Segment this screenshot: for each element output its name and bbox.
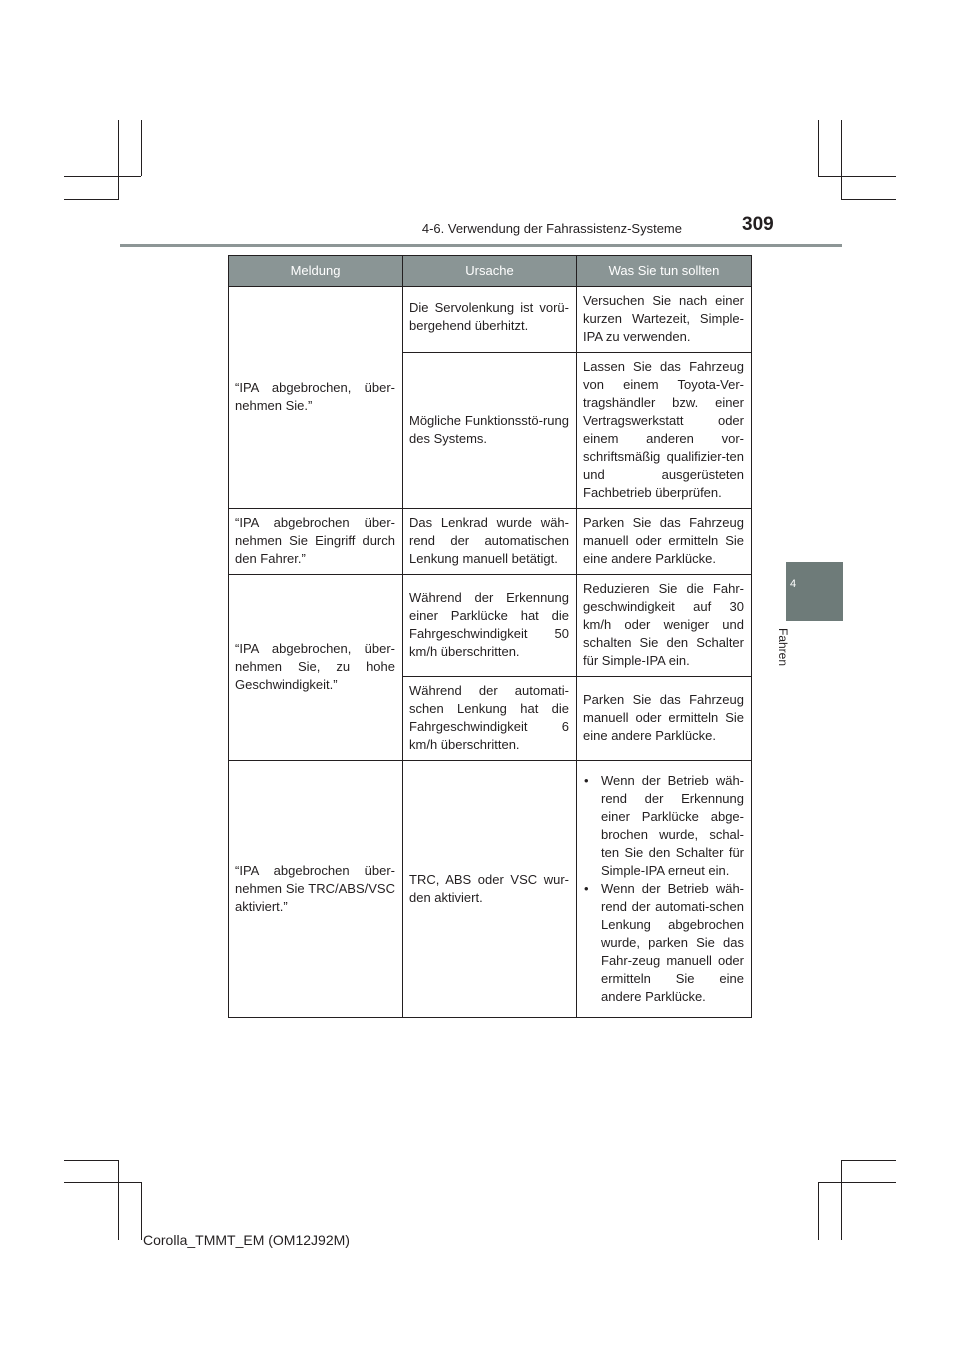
action-cell: Versuchen Sie nach einer kurzen Wartezeit, Simple-IPA zu verwenden.	[577, 287, 752, 353]
crop-mark	[841, 1160, 896, 1161]
message-cell: “IPA abgebrochen, über-nehmen Sie.”	[229, 287, 403, 509]
table-header-row	[229, 256, 752, 287]
crop-mark	[141, 1182, 142, 1240]
crop-mark	[818, 120, 819, 176]
chapter-number: 4	[790, 578, 797, 590]
column-header-cause: Ursache	[403, 256, 577, 287]
chapter-label-container	[776, 628, 803, 674]
list-item: • Wenn der Betrieb wäh-rend der Erkennung einer Parklücke abge-brochen wurde, schal-ten Sie den Schalter für Simple-IPA erneut ein.	[583, 772, 744, 880]
page-number: 309	[742, 214, 774, 235]
message-cell: “IPA abgebrochen über-nehmen Sie TRC/ABS/VSC aktiviert.”	[229, 761, 403, 1018]
action-cell: Reduzieren Sie die Fahr-geschwindigkeit auf 30 km/h oder weniger und schalten Sie den Schalter für Simple-IPA ein.	[577, 575, 752, 677]
crop-mark	[118, 1160, 119, 1240]
column-header-action: Was Sie tun sollten	[577, 256, 752, 287]
table-row	[229, 761, 752, 1018]
message-cell: “IPA abgebrochen, über-nehmen Sie, zu hohe Geschwindigkeit.”	[229, 575, 403, 761]
crop-mark	[118, 120, 119, 200]
cause-cell: Das Lenkrad wurde wäh-rend der automatischen Lenkung manuell betätigt.	[403, 509, 577, 575]
chapter-tab	[786, 562, 843, 621]
list-item: • Wenn der Betrieb wäh-rend der automati-schen Lenkung abgebrochen wurde, parken Sie das Fahr-zeug manuell oder ermitteln Sie eine andere Parklücke.	[583, 880, 744, 1006]
cause-cell: TRC, ABS oder VSC wur-den aktiviert.	[403, 761, 577, 1018]
crop-mark	[64, 1182, 141, 1183]
cause-cell: Während der automati-schen Lenkung hat die Fahrgeschwindigkeit 6 km/h überschritten.	[403, 677, 577, 761]
chapter-label: Fahren	[776, 628, 790, 667]
section-title: 4-6. Verwendung der Fahrassistenz-Systeme	[421, 221, 682, 236]
cause-cell: Die Servolenkung ist vorü-bergehend überhitzt.	[403, 287, 577, 353]
crop-mark	[64, 1160, 119, 1161]
action-cell: Parken Sie das Fahrzeug manuell oder ermitteln Sie eine andere Parklücke.	[577, 509, 752, 575]
action-cell	[577, 761, 752, 1018]
message-table	[228, 255, 752, 1018]
crop-mark	[841, 120, 842, 200]
action-list	[583, 772, 744, 1006]
crop-mark	[64, 199, 119, 200]
header-rule	[120, 244, 842, 247]
crop-mark	[841, 1160, 842, 1240]
column-header-message: Meldung	[229, 256, 403, 287]
table-row	[229, 575, 752, 677]
crop-mark	[818, 1182, 819, 1240]
cause-cell: Während der Erkennung einer Parklücke hat die Fahrgeschwindigkeit 50 km/h überschritten.	[403, 575, 577, 677]
crop-mark	[841, 199, 896, 200]
document-id: Corolla_TMMT_EM (OM12J92M)	[143, 1232, 350, 1248]
action-cell: Lassen Sie das Fahrzeug von einem Toyota-Ver-tragshändler bzw. einer Vertragswerkstatt oder einem anderen vor-schriftsmäßig qualifizier-ten und ausgerüsteten Fachbetrieb überprüfen.	[577, 353, 752, 509]
crop-mark	[818, 176, 896, 177]
crop-mark	[64, 176, 141, 177]
crop-mark	[818, 1182, 896, 1183]
action-cell: Parken Sie das Fahrzeug manuell oder ermitteln Sie eine andere Parklücke.	[577, 677, 752, 761]
table-row	[229, 509, 752, 575]
crop-mark	[141, 120, 142, 176]
cause-cell: Mögliche Funktionsstö-rung des Systems.	[403, 353, 577, 509]
table-row	[229, 287, 752, 353]
message-cell: “IPA abgebrochen über-nehmen Sie Eingriff durch den Fahrer.”	[229, 509, 403, 575]
